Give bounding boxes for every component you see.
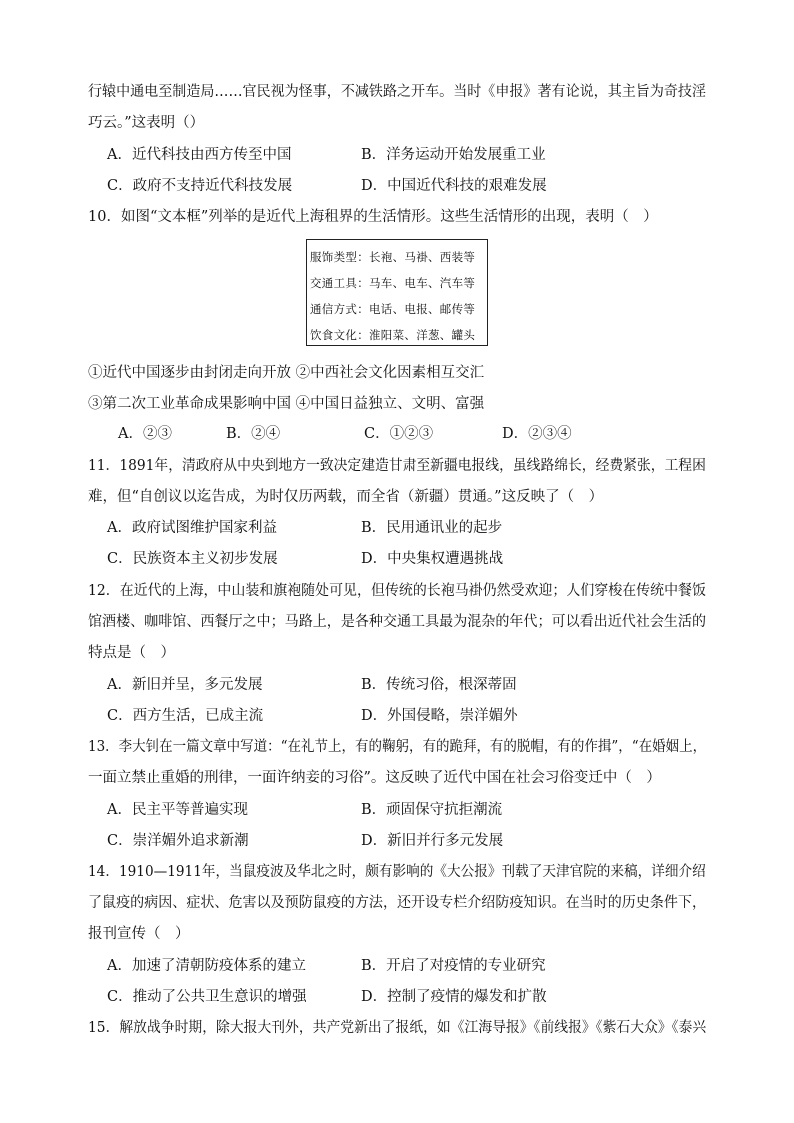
box-row-communication: 通信方式：电话、电报、邮传等 — [310, 302, 476, 316]
q10-item-2: ③第二次工业革命成果影响中国 ④中国日益独立、文明、富强 — [88, 396, 485, 412]
q12-line-3: 特点是（ ） — [88, 645, 175, 661]
q14-line-3: 报刊宣传（ ） — [88, 926, 190, 942]
q12-option-a: A．新旧并呈，多元发展 — [107, 677, 263, 693]
q12-line-2: 馆酒楼、咖啡馆、西餐厅之中；马路上，是各种交通工具最为混杂的年代；可以看出近代社会生活的 — [88, 614, 707, 630]
box-row-clothing: 服饰类型：长袍、马褂、西装等 — [310, 250, 476, 264]
q12-line-1: 12．在近代的上海，中山装和旗袍随处可见，但传统的长袍马褂仍然受欢迎；人们穿梭在传统中餐饭 — [88, 583, 706, 599]
q14-line-1: 14．1910—1911年，当鼠疫波及华北之时，颇有影响的《大公报》刊载了天津官院的来稿，详细介绍 — [88, 864, 706, 880]
q11-option-d: D．中央集权遭遇挑战 — [361, 551, 504, 567]
q9-option-d: D．中国近代科技的艰难发展 — [361, 178, 547, 194]
q15-line-1: 15．解放战争时期，除大报大刊外，共产党新出了报纸，如《江海导报》《前线报》《紫石大众》《泰兴 — [88, 1020, 707, 1036]
q10-stem: 10．如图“文本框”列举的是近代上海租界的生活情形。这些生活情形的出现，表明（ ） — [88, 209, 658, 225]
q14-option-d: D．控制了疫情的爆发和扩散 — [361, 989, 547, 1005]
q10-option-a: A．②③ — [118, 426, 172, 442]
q14-option-c: C．推动了公共卫生意识的增强 — [107, 989, 307, 1005]
q13-option-a: A．民主平等普遍实现 — [107, 802, 248, 818]
q10-option-d: D．②③④ — [502, 426, 572, 442]
q9-line-1: 行辕中通电至制造局……官民视为怪事，不减铁路之开车。当时《申报》著有论说，其主旨为奇技淫 — [88, 84, 707, 100]
q11-line-1: 11．1891年，清政府从中央到地方一致决定建造甘肃至新疆电报线，虽线路绵长，经费紧张，工程困 — [88, 458, 706, 474]
q12-option-c: C．西方生活，已成主流 — [107, 708, 264, 724]
q10-item-1: ①近代中国逐步由封闭走向开放 ②中西社会文化因素相互交汇 — [88, 365, 485, 381]
q13-option-b: B．顽固保守抗拒潮流 — [361, 802, 503, 818]
box-row-food: 饮食文化：淮阳菜、洋葱、罐头 — [310, 328, 476, 342]
q10-option-b: B．②④ — [226, 426, 281, 442]
q11-option-c: C．民族资本主义初步发展 — [107, 551, 278, 567]
q10-text-box — [306, 239, 488, 346]
q12-option-b: B．传统习俗，根深蒂固 — [361, 677, 517, 693]
q12-option-d: D．外国侵略，崇洋媚外 — [361, 708, 518, 724]
q14-option-a: A．加速了清朝防疫体系的建立 — [107, 958, 306, 974]
q13-line-1: 13．李大钊在一篇文章中写道：“在礼节上，有的鞠躬，有的跪拜，有的脱帽，有的作揖”，“在婚姻上， — [88, 739, 707, 755]
q11-option-a: A．政府试图维护国家利益 — [107, 520, 277, 536]
q13-line-2: 一面立禁止重婚的刑律，一面许纳妾的习俗”。这反映了近代中国在社会习俗变迁中（ ） — [88, 770, 661, 786]
q13-option-c: C．崇洋媚外追求新潮 — [107, 833, 249, 849]
q9-option-a: A．近代科技由西方传至中国 — [107, 147, 292, 163]
q11-line-2: 难，但“自创议以迄告成，为时仅历两载，而全省（新疆）贯通。”这反映了（ ） — [88, 489, 604, 505]
q11-option-b: B．民用通讯业的起步 — [361, 520, 503, 536]
box-row-transport: 交通工具：马车、电车、汽车等 — [310, 276, 476, 290]
q9-option-b: B．洋务运动开始发展重工业 — [361, 147, 546, 163]
q13-option-d: D．新旧并行多元发展 — [361, 833, 504, 849]
q14-line-2: 了鼠疫的病因、症状、危害以及预防鼠疫的方法，还开设专栏介绍防疫知识。在当时的历史条件下， — [88, 895, 707, 911]
q10-option-c: C．①②③ — [364, 426, 434, 442]
q9-option-c: C．政府不支持近代科技发展 — [107, 178, 293, 194]
q14-option-b: B．开启了对疫情的专业研究 — [361, 958, 546, 974]
q9-line-2: 巧云。”这表明（） — [88, 115, 205, 131]
